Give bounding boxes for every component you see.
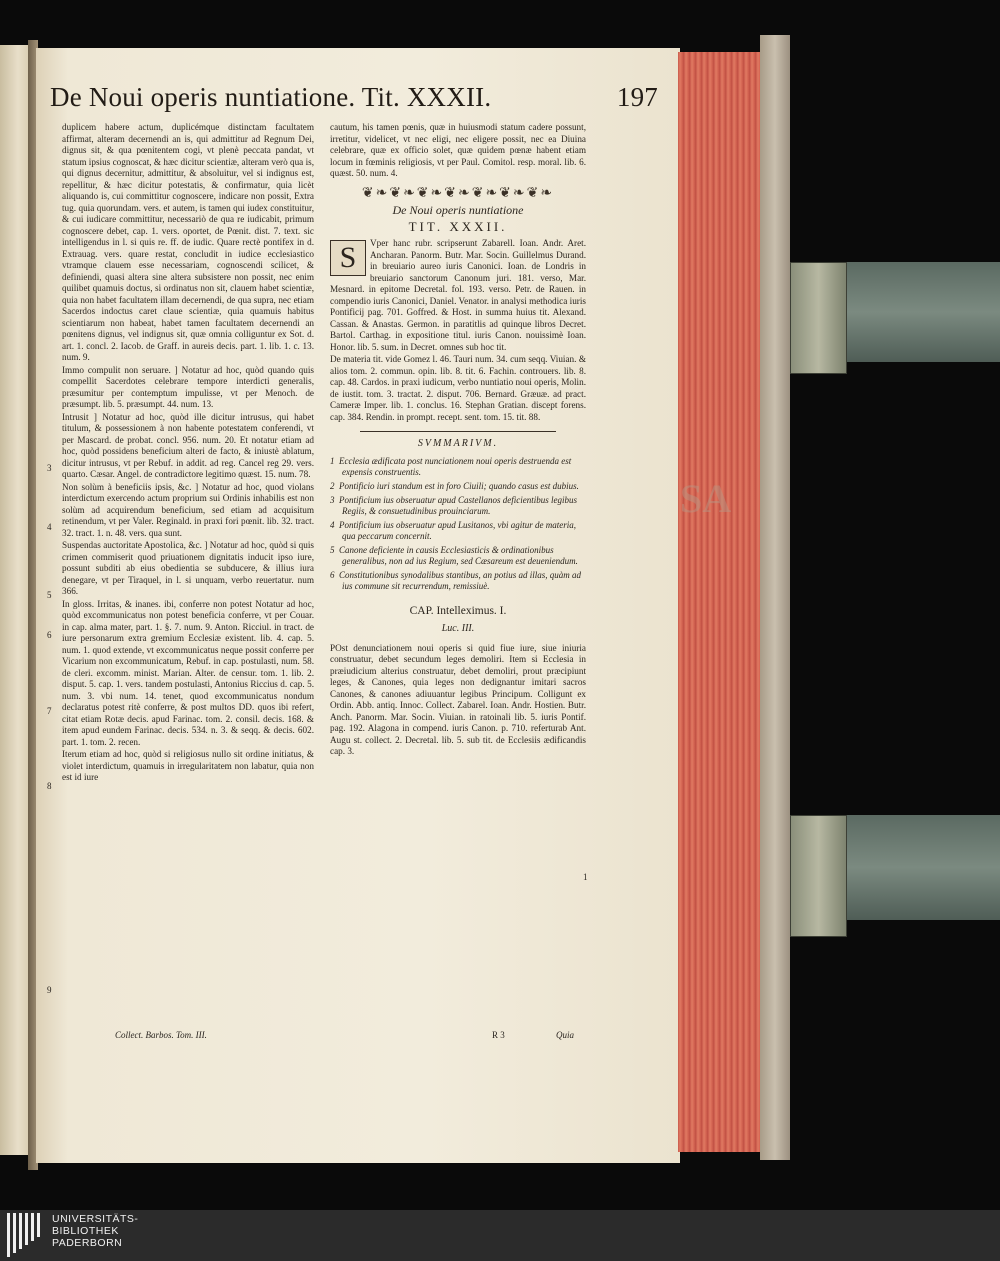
left-column bbox=[62, 122, 314, 785]
red-page-edges bbox=[678, 52, 760, 1152]
logo-line-1: UNIVERSITÄTS- bbox=[52, 1213, 139, 1225]
left-paragraph: Iterum etiam ad hoc, quòd si religiosus nullo sit ordine initiatus, & violet interdictum, quamuis in irregularitatem non labatur, quia non est id iure bbox=[62, 749, 314, 782]
logo-line-3: PADERBORN bbox=[52, 1237, 123, 1249]
ornament-band: ❦❧❦❧❦❧❦❧❦❧❦❧❦❧ bbox=[361, 185, 555, 201]
book-cover-edge bbox=[760, 35, 790, 1160]
margin-number: 3 bbox=[47, 463, 52, 473]
metal-clasp-upper bbox=[790, 262, 847, 374]
catchword: Quia bbox=[556, 1030, 574, 1040]
header-title: De Noui operis nuntiatione. Tit. XXXII. bbox=[50, 82, 492, 112]
summarium-item: 6 Constitutionibus synodalibus stantibus, an potius ad illas, quàm ad ius commune sit recurrendum, remissiuè. bbox=[330, 569, 582, 591]
logo-line-2: BIBLIOTHEK bbox=[52, 1225, 119, 1237]
margin-number-right: 1 bbox=[583, 872, 588, 882]
library-footer-bar bbox=[0, 1210, 1000, 1261]
left-page-edge bbox=[0, 45, 30, 1155]
margin-number: 8 bbox=[47, 781, 52, 791]
left-paragraph: Immo compulit non seruare. ] Notatur ad hoc, quòd quando quis compellit Sacerdotes celebrare tempore interdicti generalis, præsumitur per contemptum impulisse, vt per Menoch. de præsumpt. lib. 5. præsumpt. 44. num. 13. bbox=[62, 364, 314, 409]
margin-number: 6 bbox=[47, 630, 52, 640]
chapter-heading: CAP. Intelleximus. I. bbox=[409, 604, 507, 617]
right-column bbox=[330, 122, 586, 759]
margin-number: 4 bbox=[47, 522, 52, 532]
summarium-item: 4 Pontificium ius obseruatur apud Lusitanos, vbi agitur de materia, qua peccarum concernit. bbox=[330, 519, 577, 541]
margin-number: 9 bbox=[47, 985, 52, 995]
left-paragraph: duplicem habere actum, duplicémque distinctam facultatem affirmat, alteram decernendi an is, qui admittitur ad Regnum Dei, dignus sit, & qua pœnitentem cogi, vt plenè peccata pandat, vt statum ipsius cognoscat, & hæc dicitur scientiæ, alteram verò qua is, qui dignus decernitur, admittitur, & absoluitur, vel si indignus est, repellitur, & hæc dicitur potestatis, & confirmatur, quia licèt aliquando is, cui committitur cognoscere, indicare non possit, Extra tug. quia quorundam. vers. et autem, is tamen qui iudex constituitur, & cui iudicare committitur, necessariò de qua re iudicabit, primum cognoscere debet, cap. 1. vers. oportet, de Pœnit. dist. 7. text. sic intelligendus in l. si quis re. ff. de iudic. Quare rectè pontifex in d. Extrauag. vers. quare restat, concludit in iudice ecclesiastico vtramque clauem esse necessariam, cognoscendi scilicet, & definiendi, quasi altera sine altera subsistere non possit, nec enim quilibet quamuis doctus, si ordinatus non sit, clauem habet scientiæ, quia non habet facultatem illam decernendi, de qua supra, nec etiam Sacerdos indoctus caret claue scientiæ, quia quamuis habitus scientiarum non habeat, habet tamen facultatem decernendi an pœnitens dignus, vel indignus sit, quæ omnia colliguntur ex Sot. d. art. 1. concl. 2. Iacob. de Graff. in aureis decis. part. 1. lib. 1. c. 13. num. 9. bbox=[62, 122, 314, 362]
drop-capital: S bbox=[330, 240, 366, 276]
divider-rule bbox=[360, 431, 556, 432]
left-footer: Collect. Barbos. Tom. III. bbox=[115, 1030, 207, 1040]
right-intro: cautum, his tamen pœnis, quæ in huiusmodi statum cadere possunt, irretitur, videlicet, vt nec eligi, nec eligere possit, nec ea Diuina celebrare, quæ ex officio solet, quæ quidem pœnæ habent etiam locum in fœminis religiosis, vt per Paul. Comitol. resp. moral. lib. 6. quæst. 50. num. 4. bbox=[330, 122, 586, 178]
section-subtitle: De Noui operis nuntiatione bbox=[392, 203, 524, 217]
left-paragraph: Suspendas auctoritate Apostolica, &c. ] Notatur ad hoc, quòd si quis crimen commiserit quod priuationem dignitatis inducit ipso iure, possunt subditi ab eius obedientia se subducere, & illius iura denegare, vt per Tiraquel, in l. si unquam, verbo reuertatur. num 366. bbox=[62, 540, 314, 596]
summarium-item: 1 Ecclesia ædificata post nunciationem noui operis destruenda est expensis construentis. bbox=[330, 455, 572, 477]
signature-mark: R 3 bbox=[492, 1030, 505, 1040]
metal-clasp-lower bbox=[790, 815, 847, 937]
margin-number: 5 bbox=[47, 590, 52, 600]
margin-number: 7 bbox=[47, 706, 52, 716]
summarium-item: 3 Pontificium ius obseruatur apud Castellanos deficientibus legibus Regiis, & consuetudinibus prouinciarum. bbox=[330, 494, 577, 516]
right-paragraph-1: Vper hanc rubr. scripserunt Zabarell. Ioan. Andr. Aret. Ancharan. Panorm. Butr. Mar. Socin. Guillelmus Durand. in breuiario aureo iuris Canonici. Ioan. de Londris in breuiario sanctorum Canonum juri. 181. verso, Mar. Mesnard. in epitome Decretal. fol. 193. verso. Petr. de Rauen. in compendio iuris Canonici, Daniel. Venator. in analysi methodica iuris Pontificij pag. 701. Goffred. & Host. in summa huius tit. Alexand. Cassan. & Anastas. Germon. in paratitlis ad quinque libros Decret. Bartol. Carthag. in expositione titul. iuris Canon. nouissimè Ioan. Honor. lib. 5. sum. in Decret. omnes sub hoc tit. bbox=[330, 238, 586, 352]
left-paragraph: In gloss. Irritas, & inanes. ibi, conferre non potest Notatur ad hoc, quòd excommunicatus non potest beneficia conferre, vt per Couar. in cap. alma mater, part. 1. §. 7. num. 9. Anton. Ricciul. in tract. de iure personarum extra gremium Ecclesiæ existent. lib. 4. cap. 5. num. 1. quod extende, vt excommunicatus neque possit conferre per Vicarium non excommunicatum, Rebuf. in cap. postulasti, num. 58. de cleri. excomm. minist. Marian. Alter. de censur. tom. 1. lib. 2. disput. 5. cap. 1. vers. tandem postulasti, Antonius Riccius d. cap. 5. num. 3. vbi num. 14. tenet, quod excommunicatus nondum declaratus potest ritè conferre, & post multos DD. quos ibi refert, citat etiam Rotæ decis. apud Farinac. tom. 2. consil. decis. 168. & item apud eundem Farinac. decis. 534. n. 3. & seqq. & decis. 602. part. 1. tom. 2. recen. bbox=[62, 598, 314, 747]
summarium-title: SVMMARIVM. bbox=[417, 438, 499, 449]
left-paragraph: Non solùm à beneficiis ipsis, &c. ] Notatur ad hoc, quod violans interdictum exercendo actum proprium sui Ordinis inhabilis est non solùm ad acquirendum beneficium, sed etiam ad acquisitum retinendum, vt per Valer. Reginald. in praxi fori pœnit. lib. 32. tract. 32. tract. 1. n. 48. vers. qua sunt. bbox=[62, 481, 314, 538]
page-number: 197 bbox=[616, 82, 658, 112]
right-paragraph-2: De materia tit. vide Gomez l. 46. Tauri num. 34. cum seqq. Viuian. & alios tom. 2. commun. opin. lib. 8. tit. 6. Fachin. controuers. lib. 8. cap. 48. Cardos. in praxi iudicum, verbo nuntiatio noui operis, Molin. de iustit. tom. 3. tractat. 2. disput. 706. Bernard. Græuæ. ad pract. Cameræ Imper. lib. 1. conclus. 16. Stephan Gratian. discept forens. cap. 384. Rendin. in prompt. recept. sent. tom. 15. tit. 88. bbox=[330, 354, 586, 422]
summarium-item: 2 Pontificio iuri standum est in foro Ciuili; quando casus est dubius. bbox=[330, 480, 579, 491]
summarium-item: 5 Canone deficiente in causis Ecclesiasticis & ordinationibus generalibus, non ad ius Regium, sed Cæsareum est deueniendum. bbox=[330, 544, 578, 566]
left-paragraph: Intrusit ] Notatur ad hoc, quòd ille dicitur intrusus, qui habet titulum, & possessionem à non habente potestatem conferendi, vt per Mascard. de probat. concl. 956. num. 20. Et notatur etiam ad hoc, quòd possidens beneficium alteri de facto, & iniustè ablatum, dicitur intrusus, vt per Rebuf. in addit. ad reg. Cancel reg 29. vers. quarto. Cæsar. Angel. de contradictore legitimo quæst. 15. num. 78. bbox=[62, 411, 314, 479]
running-header bbox=[50, 82, 658, 118]
bleed-through-text: SA bbox=[680, 476, 732, 521]
title-number: TIT. XXXII. bbox=[408, 218, 508, 234]
chapter-subheading: Luc. III. bbox=[441, 623, 475, 634]
right-paragraph-3: POst denunciationem noui operis si quid fiue iure, siue iniuria construatur, debet secundum leges demoliri. Item si Ecclesia in præiudicium alterius construatur, debet demoliri, prout præcipiunt leges, & Canones, quia leges non dedignantur imitari sacros Canones, & canones adiuuantur legibus Principum. Colligunt ex Ordin. Abb. antiq. Innoc. Collect. Zabarel. Ioan. Andr. Hostien. Butr. Anch. Panorm. Mar. Socin. Viuian. in ratoinali lib. 5. iuris Pontif. pag. 192. Alagona in compend. iuris Canon. p. 710. referturab Ant. Augu st. collect. 2. Decretal. lib. 5. sub tit. de Ecclesiis ædificandis cap. 3. bbox=[330, 642, 586, 756]
library-logo-icon bbox=[5, 1213, 45, 1257]
library-logo-text bbox=[52, 1213, 138, 1249]
